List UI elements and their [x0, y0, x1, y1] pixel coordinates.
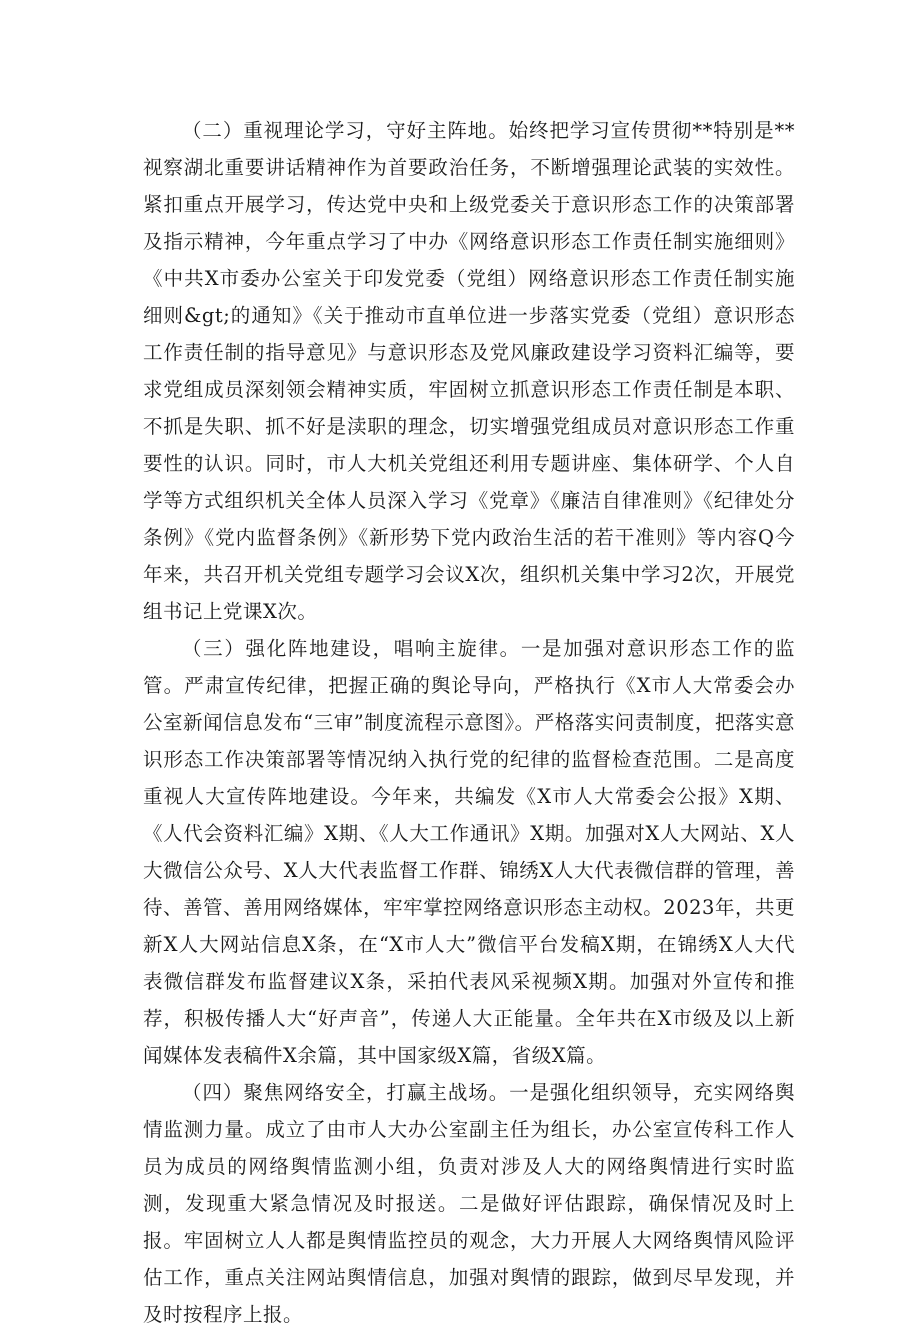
paragraph-section-2: （二）重视理论学习，守好主阵地。始终把学习宣传贯彻**特别是**视察湖北重要讲话精神作为首要政治任务，不断增强理论武装的实效性。紧扣重点开展学习，传达党中央和上级党委关于意识形态工作的决策部署及指示精神，今年重点学习了中办《网络意识形态工作责任制实施细则》《中共X市委办公室关于印发党委（党组）网络意识形态工作责任制实施细则&gt;的通知》《关于推动市直单位进一步落实党委（党组）意识形态工作责任制的指导意见》与意识形态及党风廉政建设学习资料汇编等，要求党组成员深刻领会精神实质，牢固树立抓意识形态工作责任制是本职、不抓是失职、抓不好是渎职的理念，切实增强党组成员对意识形态工作重要性的认识。同时，市人大机关党组还利用专题讲座、集体研学、个人自学等方式组织机关全体人员深入学习《党章》《廉洁自律准则》《纪律处分条例》《党内监督条例》《新形势下党内政治生活的若干准则》等内容Q今年来，共召开机关党组专题学习会议X次，组织机关集中学习2次，开展党组书记上党课X次。	[143, 119, 795, 623]
paragraph-section-3: （三）强化阵地建设，唱响主旋律。一是加强对意识形态工作的监管。严肃宣传纪律，把握正确的舆论导向，严格执行《X市人大常委会办公室新闻信息发布“三审”制度流程示意图》。严格落实问责制度，把落实意识形态工作决策部署等情况纳入执行党的纪律的监督检查范围。二是高度重视人大宣传阵地建设。今年来，共编发《X市人大常委会公报》X期、《人代会资料汇编》X期、《人大工作通讯》X期。加强对X人大网站、X人大微信公众号、X人大代表监督工作群、锦绣X人大代表微信群的管理，善待、善管、善用网络媒体，牢牢掌控网络意识形态主动权。2023年，共更新X人大网站信息X条，在“X市人大”微信平台发稿X期，在锦绣X人大代表微信群发布监督建议X条，采拍代表风采视频X期。加强对外宣传和推荐，积极传播人大“好声音”，传递人大正能量。全年共在X市级及以上新闻媒体发表稿件X余篇，其中国家级X篇，省级X篇。	[143, 637, 795, 1067]
document-body	[143, 112, 795, 1333]
paragraph-section-4: （四）聚焦网络安全，打赢主战场。一是强化组织领导，充实网络舆情监测力量。成立了由市人大办公室副主任为组长，办公室宣传科工作人员为成员的网络舆情监测小组，负责对涉及人大的网络舆情进行实时监测，发现重大紧急情况及时报送。二是做好评估跟踪，确保情况及时上报。牢固树立人人都是舆情监控员的观念，大力开展人大网络舆情风险评估工作，重点关注网站舆情信息，加强对舆情的跟踪，做到尽早发现，并及时按程序上报。	[143, 1081, 795, 1326]
